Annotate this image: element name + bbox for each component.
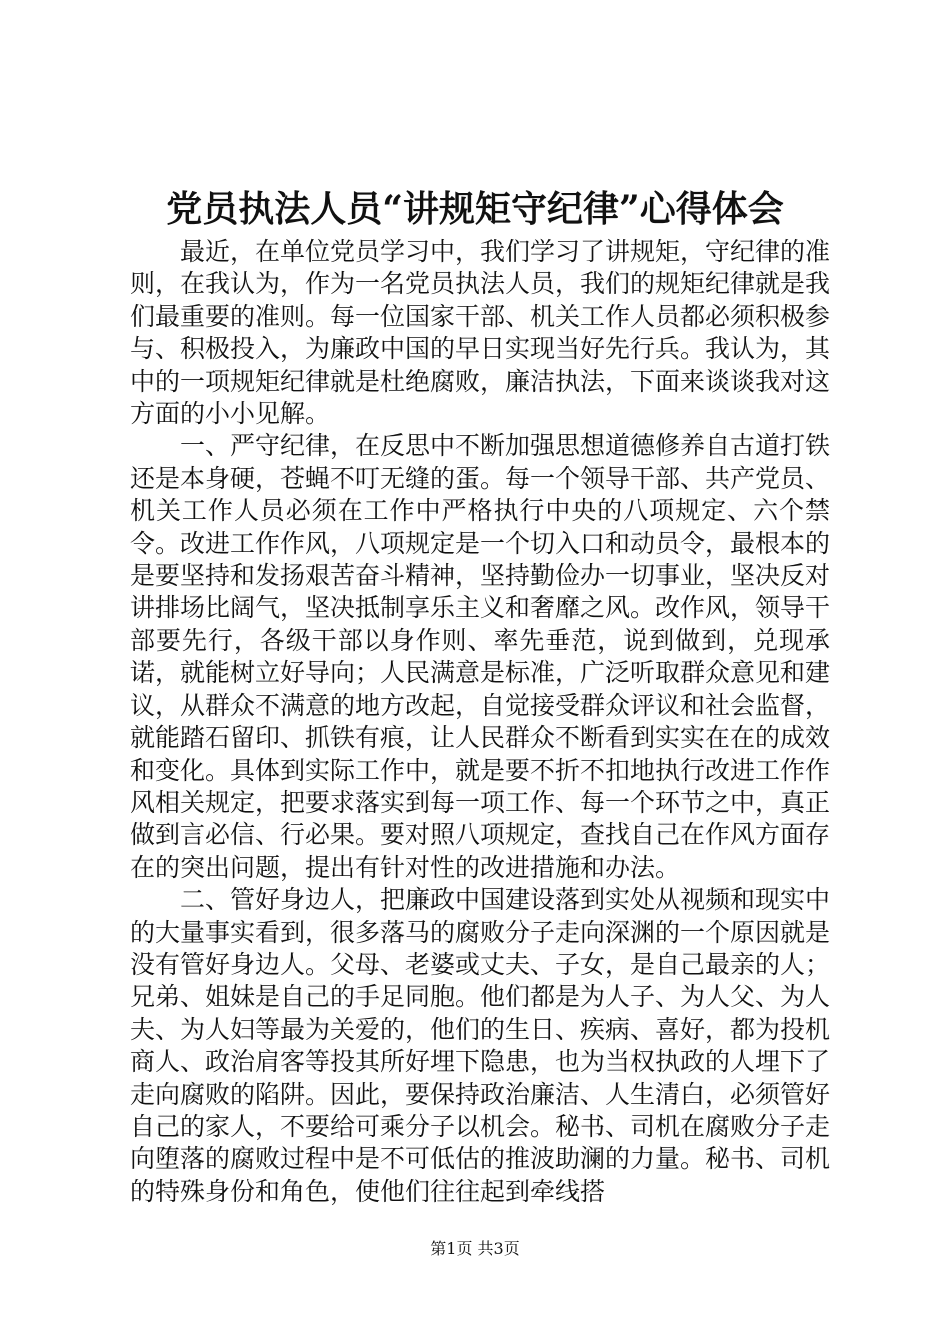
paragraph-section-one: 一、严守纪律，在反思中不断加强思想道德修养自古道打铁还是本身硬，苍蝇不叮无缝的蛋。每一个领导干部、共产党员、机关工作人员必须在工作中严格执行中央的八项规定、六个禁令。改进工作作风，八项规定是一个切入口和动员令，最根本的是要坚持和发扬艰苦奋斗精神，坚持勤俭办一切事业，坚决反对讲排场比阔气，坚决抵制享乐主义和奢靡之风。改作风，领导干部要先行，各级干部以身作则、率先垂范，说到做到，兑现承诺，就能树立好导向；人民满意是标准，广泛听取群众意见和建议，从群众不满意的地方改起，自觉接受群众评议和社会监督，就能踏石留印、抓铁有痕，让人民群众不断看到实实在在的成效和变化。具体到实际工作中，就是要不折不扣地执行改进工作作风相关规定，把要求落实到每一项工作、每一个环节之中，真正做到言必信、行必果。要对照八项规定，查找自己在作风方面存在的突出问题，提出有针对性的改进措施和办法。 bbox=[130, 431, 831, 882]
page-number-footer: 第1页 共3页 bbox=[430, 1239, 520, 1258]
document-title: 党员执法人员“讲规矩守纪律”心得体会 bbox=[166, 188, 784, 230]
paragraph-section-two: 二、管好身边人，把廉政中国建设落到实处从视频和现实中的大量事实看到，很多落马的腐败分子走向深渊的一个原因就是没有管好身边人。父母、老婆或丈夫、子女，是自己最亲的人；兄弟、姐妹是自己的手足同胞。他们都是为人子、为人父、为人夫、为人妇等最为关爱的，他们的生日、疾病、喜好，都为投机商人、政治肩客等投其所好埋下隐患，也为当权执政的人埋下了走向腐败的陷阱。因此，要保持政治廉洁、人生清白，必须管好自己的家人，不要给可乘分子以机会。秘书、司机在腐败分子走向堕落的腐败过程中是不可低估的推波助澜的力量。秘书、司机的特殊身份和角色，使他们往往起到牵线搭 bbox=[130, 885, 831, 1206]
paragraph-intro: 最近，在单位党员学习中，我们学习了讲规矩，守纪律的准则，在我认为，作为一名党员执法人员，我们的规矩纪律就是我们最重要的准则。每一位国家干部、机关工作人员都必须积极参与、积极投入，为廉政中国的早日实现当好先行兵。我认为，其中的一项规矩纪律就是杜绝腐败，廉洁执法，下面来谈谈我对这方面的小小见解。 bbox=[130, 237, 831, 429]
document-body bbox=[130, 236, 830, 1208]
